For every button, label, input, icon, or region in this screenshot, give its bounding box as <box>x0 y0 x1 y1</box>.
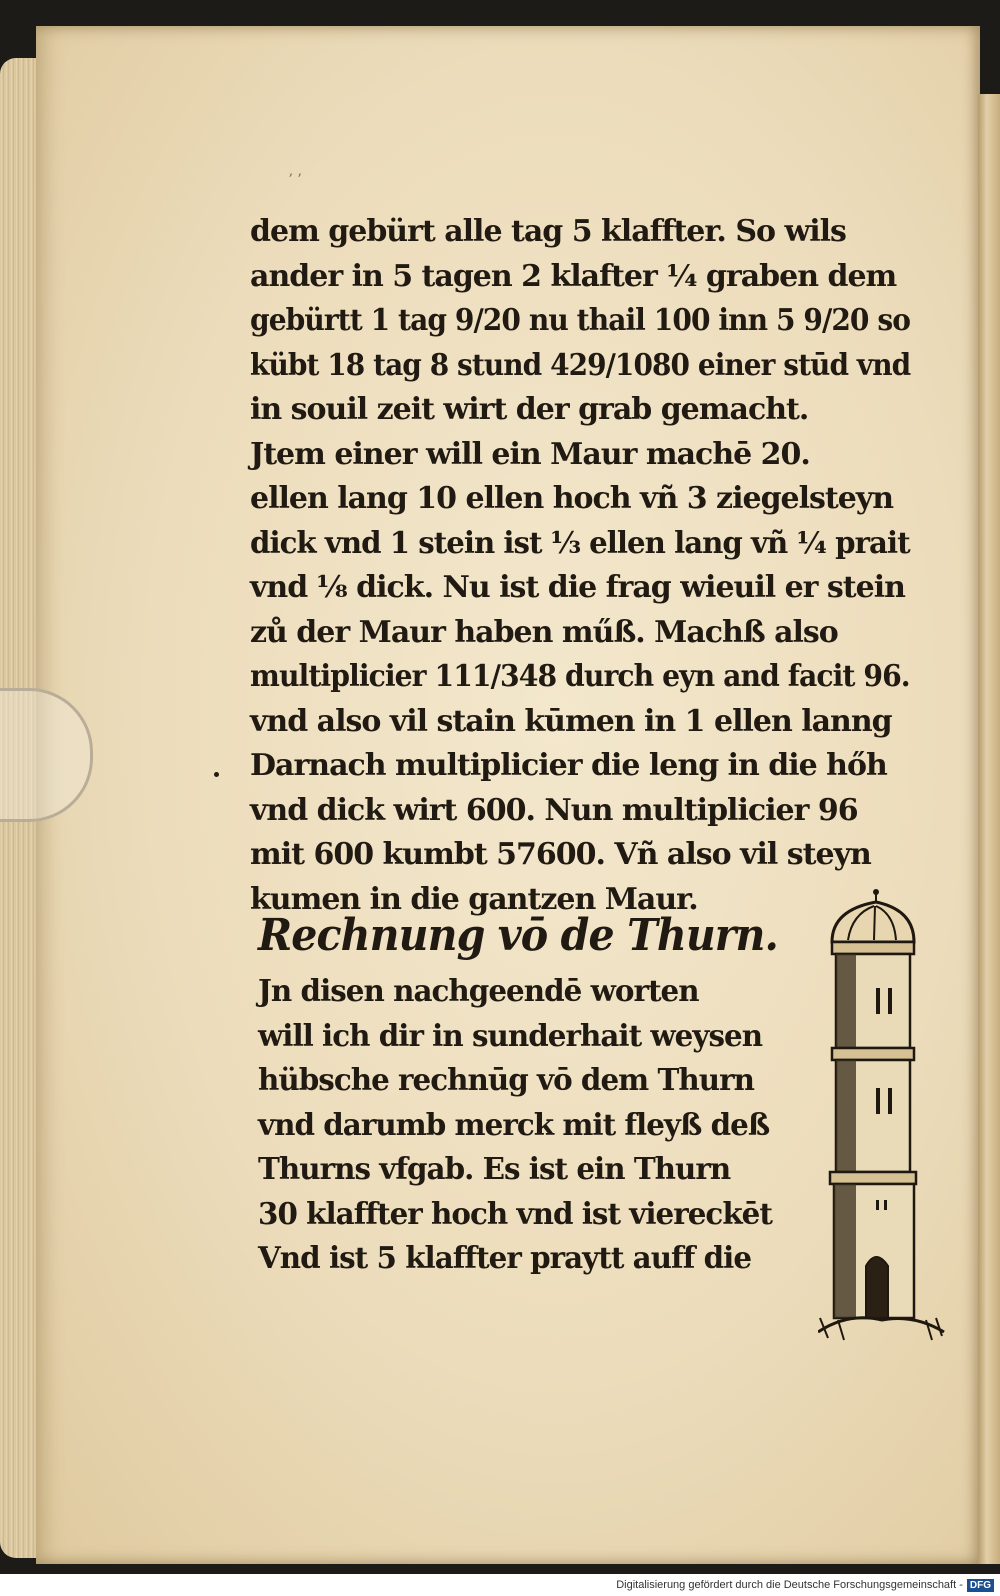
text-line: Jtem einer will ein Maur machē 20. <box>250 436 810 472</box>
text-line: mit 600 kumbt 57600. Vñ also vil steyn <box>250 837 871 872</box>
ink-smudge: ʼ ʼ <box>288 172 302 188</box>
text-line: vnd also vil stain kūmen in 1 ellen lanng <box>250 703 892 739</box>
text-line: ellen lang 10 ellen hoch vñ 3 ziegelsteyn <box>250 481 894 516</box>
text-line: hübsche rechnūg vō dem Thurn <box>258 1063 754 1098</box>
text-line: vnd dick wirt 600. Nun multiplicier 96 <box>250 792 858 828</box>
text-line: dem gebürt alle tag 5 klaffter. So wils <box>250 214 846 249</box>
tower-woodcut-illustration <box>818 888 946 1346</box>
text-line: vnd ⅛ dick. Nu ist die frag wieuil er stein <box>250 570 905 605</box>
text-line: 30 klaffter hoch vnd ist viereckēt <box>258 1196 772 1232</box>
text-line: will ich dir in sunderhait weysen <box>258 1018 763 1054</box>
text-line: in souil zeit wirt der grab gemacht. <box>250 392 809 427</box>
dfg-logo: DFG <box>967 1579 994 1592</box>
text-line: Jn disen nachgeendē worten <box>258 974 699 1009</box>
section-heading: Rechnung vō de Thurn. <box>258 910 778 961</box>
text-line: zů der Maur haben műß. Machß also <box>250 614 838 650</box>
text-line: Thurns vfgab. Es ist ein Thurn <box>258 1152 731 1187</box>
paragraph-block-1 <box>250 210 910 922</box>
text-line: vnd darumb merck mit fleyß deß <box>258 1107 770 1143</box>
text-line: Darnach multiplicier die leng in die hőh <box>250 748 887 783</box>
text-line: Vnd ist 5 klaffter praytt auff die <box>258 1241 752 1276</box>
page-edges-right <box>978 94 1000 1564</box>
footer-bar <box>0 1574 1000 1596</box>
text-line: multiplicier 111/348 durch eyn and facit 96. <box>250 659 910 694</box>
text-line: dick vnd 1 stein ist ⅓ ellen lang vñ ¼ prait <box>250 525 910 561</box>
paragraph-block-2 <box>258 970 818 1282</box>
text-line: ander in 5 tagen 2 klafter ¼ graben dem <box>250 258 897 294</box>
text-line: kübt 18 tag 8 stund 429/1080 einer stūd vnd <box>250 347 911 383</box>
ink-dot <box>214 772 219 777</box>
footer-credit-text: Digitalisierung gefördert durch die Deutsche Forschungsgemeinschaft - <box>616 1579 963 1591</box>
text-line: gebürtt 1 tag 9/20 nu thail 100 inn 5 9/20 so <box>250 303 911 338</box>
text-line: kumen in die gantzen Maur. <box>250 881 698 917</box>
